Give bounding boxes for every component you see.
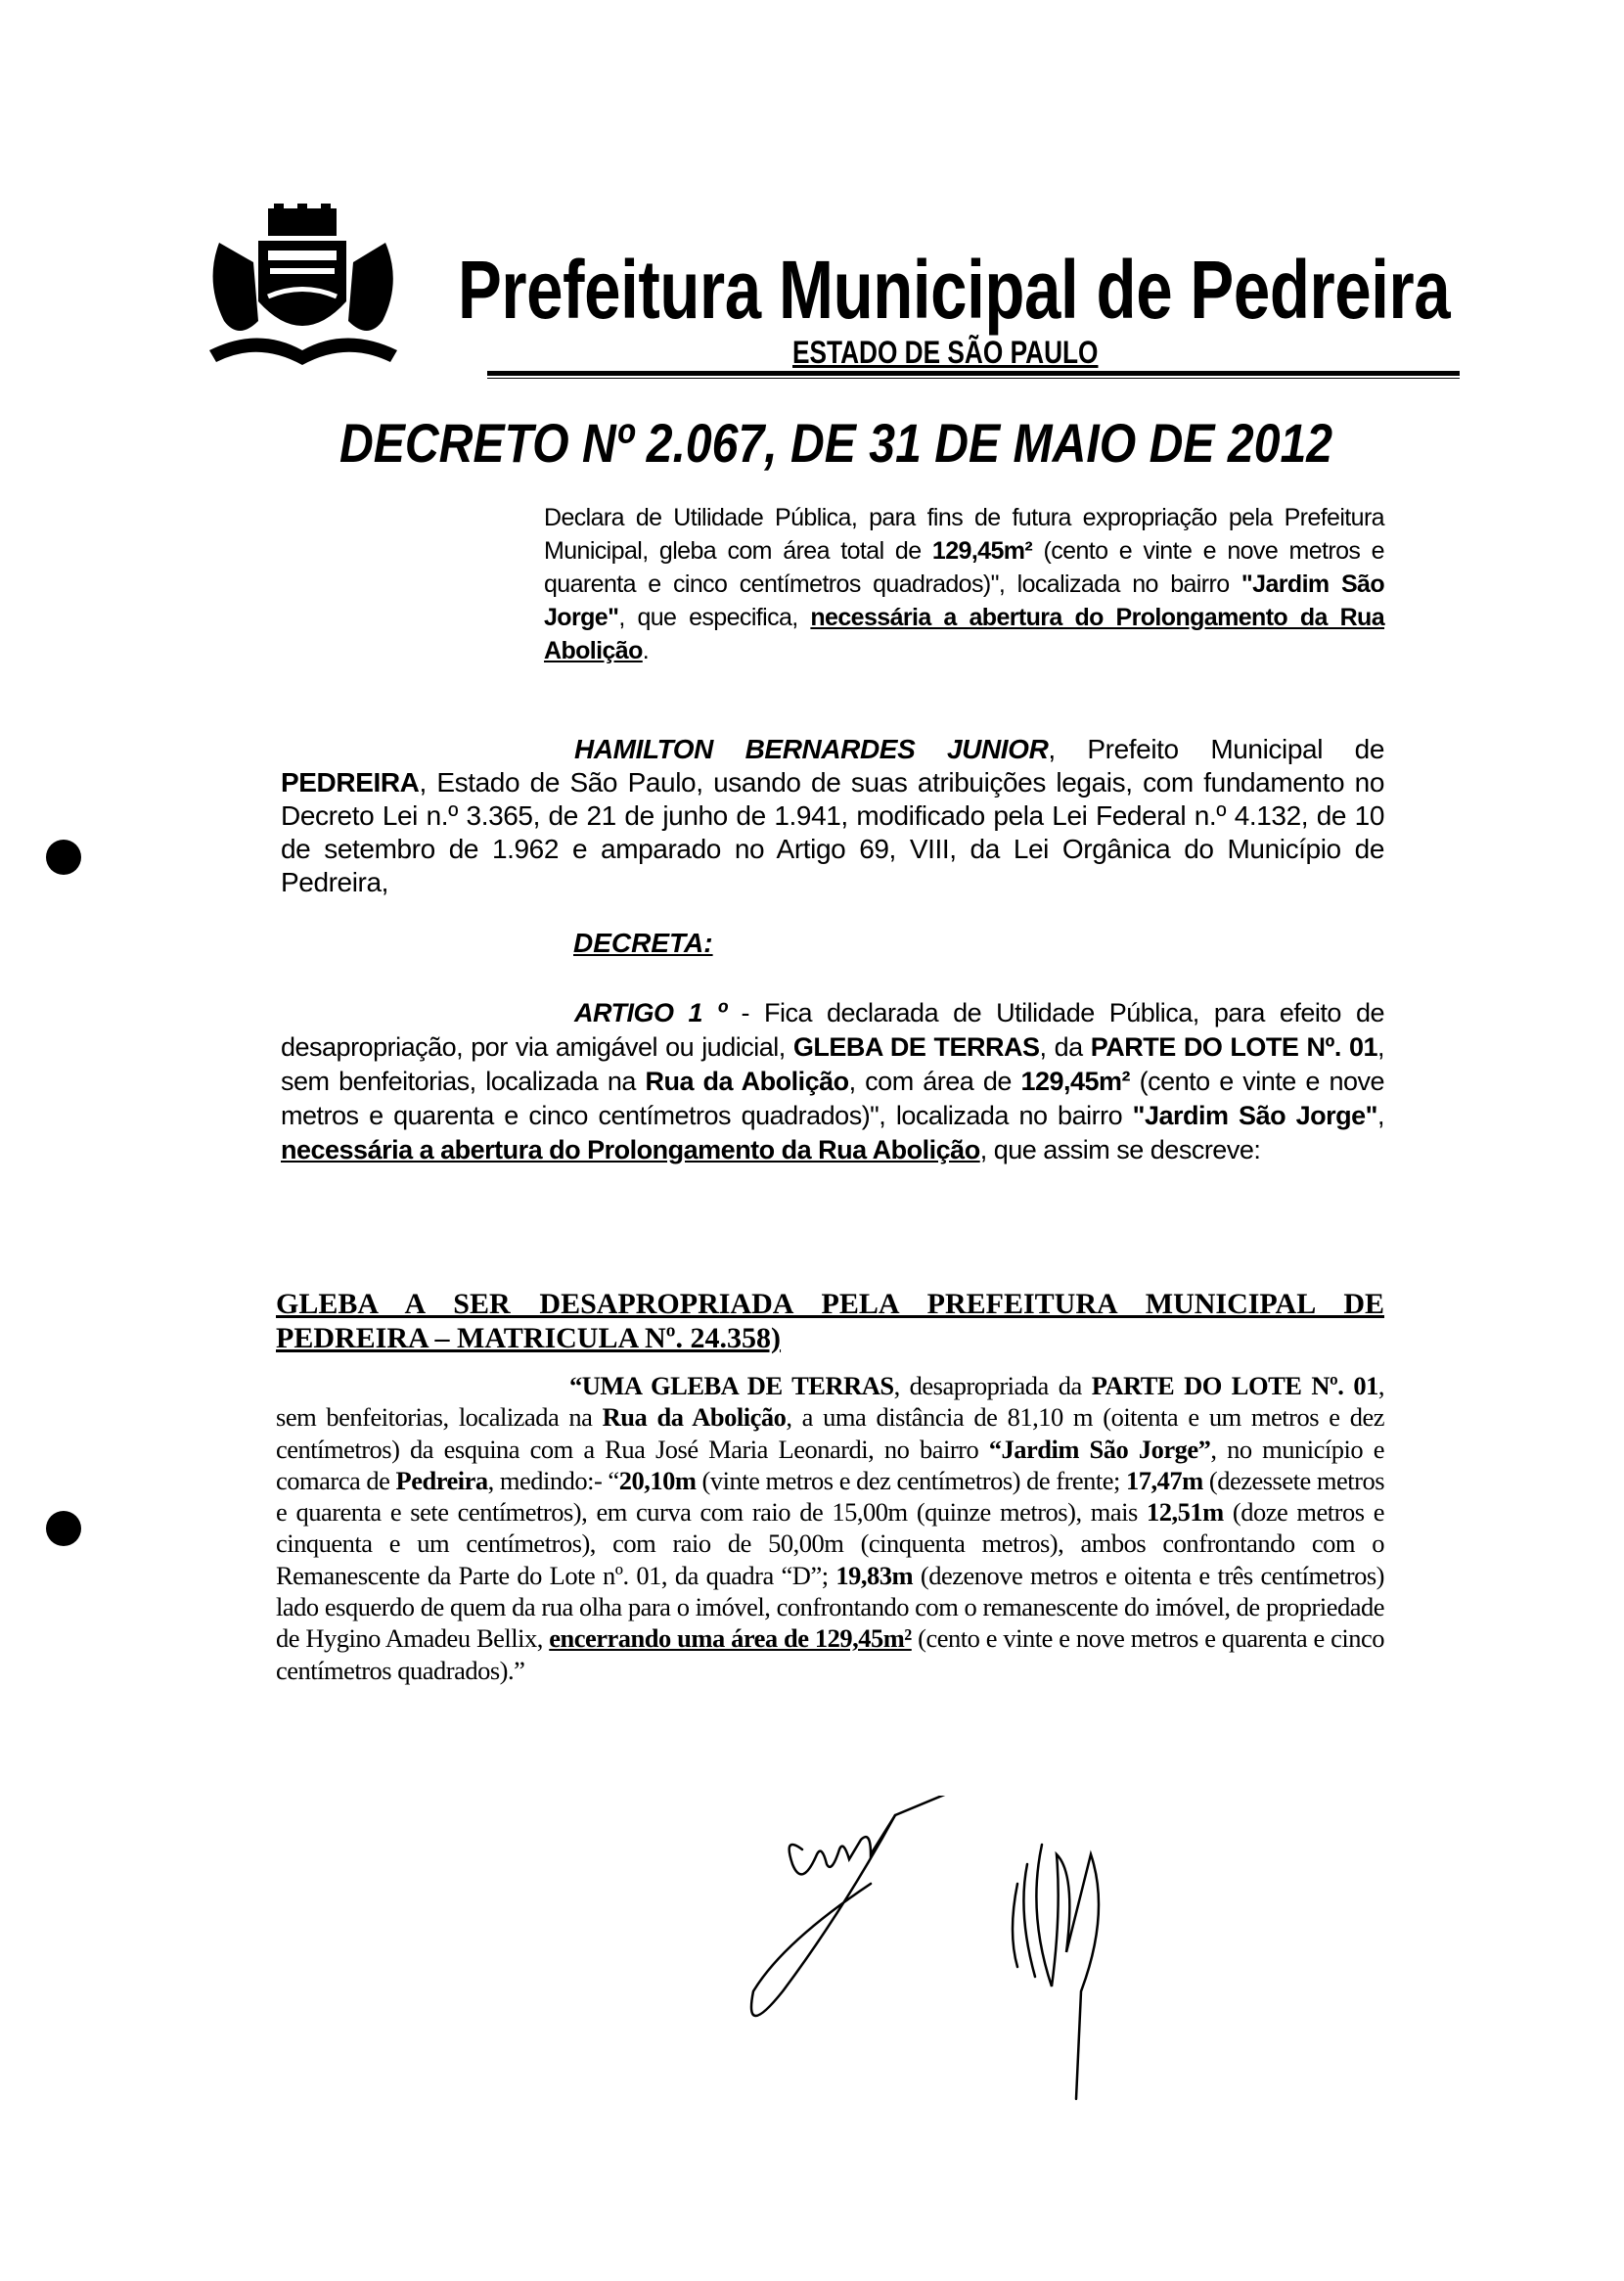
binder-hole-mark (46, 1511, 81, 1546)
text-segment: (doze metros e cinquenta e um centímetros), com raio de 50,00m (cinquenta metros), ambos confrontando com o Remanescente da Parte do Lote nº. 01, da quadra “D”; (276, 1497, 1384, 1590)
decreta-heading: DECRETA: (573, 928, 713, 958)
text-segment: (cento e vinte e nove metros e quarenta e cinco centímetros quadrados)", localizada no bairro (281, 1067, 1384, 1130)
text-segment: , sem benfeitorias, localizada na (281, 1032, 1384, 1096)
text-segment: Declara de Utilidade Pública, para fins de futura expropriação pela Prefeitura Municipal, gleba com área total de (544, 504, 1384, 565)
gleba-description (276, 1370, 1384, 1686)
municipality-title: Prefeitura Municipal de Pedreira (458, 244, 1451, 336)
emphasized-text: Rua da Abolição (645, 1067, 849, 1096)
municipal-seal-logo (200, 204, 407, 372)
emphasized-text: necessária a abertura do Prolongamento da Rua Abolição (281, 1135, 980, 1164)
text-segment: , medindo:- “ (487, 1465, 619, 1495)
emphasized-text: PARTE DO LOTE Nº. 01 (1091, 1371, 1378, 1400)
emphasized-text: Pedreira (395, 1465, 488, 1495)
text-segment: , sem benfeitorias, localizada na (276, 1371, 1384, 1433)
emphasized-text: encerrando uma área de 129,45m² (549, 1623, 912, 1654)
emphasized-text: PEDREIRA (281, 767, 420, 798)
text-segment: . (642, 637, 650, 664)
text-segment: , no município e comarca de (276, 1434, 1384, 1495)
emphasized-text: 19,83m (835, 1560, 914, 1590)
text-segment: , a uma distância de 81,10 m (oitenta e um metros e dez centímetros) da esquina com a Rua José Maria Leonardi, no bairro (276, 1402, 1385, 1464)
header-rule (487, 371, 1460, 376)
gleba-heading: GLEBA A SER DESAPROPRIADA PELA PREFEITURA MUNICIPAL DE PEDREIRA – MATRICULA Nº. 24.358) (276, 1288, 1384, 1354)
emphasized-text: 17,47m (1126, 1465, 1203, 1495)
emphasized-text: HAMILTON BERNARDES JUNIOR (574, 734, 1049, 764)
emphasized-text: 129,45m² (1020, 1067, 1131, 1096)
emphasized-text: “Jardim São Jorge” (988, 1434, 1211, 1464)
text-segment: , com área de (848, 1067, 1021, 1096)
state-subtitle: ESTADO DE SÃO PAULO (792, 335, 1099, 370)
text-segment: , Prefeito Municipal de (1048, 734, 1384, 764)
text-segment: (dezenove metros e oitenta e três centímetros) lado esquerdo de quem da rua olha para o imóvel, confrontando com o remanescente do imóvel, de propriedade de Hygino Amadeu Bellix, (276, 1560, 1384, 1654)
text-segment: , da (1039, 1032, 1091, 1062)
text-segment: (cento e vinte e nove metros e quarenta e cinco centímetros quadrados).” (276, 1623, 1384, 1685)
emphasized-text: 20,10m (618, 1465, 697, 1495)
emphasized-text: "Jardim São Jorge" (1132, 1101, 1377, 1130)
text-segment: , Estado de São Paulo, usando de suas atribuições legais, com fundamento no Decreto Lei n.º 3.365, de 21 de junho de 1.941, modificado pela Lei Federal n.º 4.132, de 10 de setembro de 1.962 e amparado no Artigo 69, VIII, da Lei Orgânica do Município de Pedreira, (281, 767, 1384, 897)
emphasized-text: 129,45m² (931, 537, 1033, 565)
header-rule-thin (487, 378, 1460, 379)
article-1 (281, 996, 1384, 1167)
emphasized-text: "Jardim São Jorge" (544, 570, 1384, 631)
signatures (724, 1796, 1164, 2109)
decree-abstract (544, 501, 1384, 667)
text-segment: (cento e vinte e nove metros e quarenta e cinco centímetros quadrados)", localizada no bairro (544, 537, 1384, 598)
emphasized-text: “UMA GLEBA DE TERRAS (569, 1371, 894, 1400)
text-segment: , que assim se descreve: (979, 1135, 1261, 1164)
text-segment: , (1376, 1101, 1384, 1130)
emphasized-text: 12,51m (1147, 1497, 1224, 1528)
binder-hole-mark (46, 840, 81, 875)
text-segment: , desapropriada da (893, 1371, 1092, 1400)
emphasized-text: GLEBA DE TERRAS (792, 1032, 1040, 1062)
text-segment: (vinte metros e dez centímetros) de frente; (696, 1465, 1127, 1495)
decree-title: DECRETO Nº 2.067, DE 31 DE MAIO DE 2012 (339, 412, 1333, 474)
text-segment: (dezessete metros e quarenta e sete centímetros), em curva com raio de 15,00m (quinze metros), mais (276, 1465, 1385, 1528)
emphasized-text: ARTIGO 1 º (574, 998, 727, 1027)
emphasized-text: PARTE DO LOTE Nº. 01 (1090, 1032, 1377, 1062)
emphasized-text: necessária a abertura do Prolongamento da Rua Abolição (544, 604, 1385, 664)
decree-preamble (281, 733, 1384, 899)
emphasized-text: Rua da Abolição (602, 1402, 787, 1433)
text-segment: - Fica declarada de Utilidade Pública, para efeito de desapropriação, por via amigável ou judicial, (281, 998, 1384, 1062)
text-segment: , que especifica, (618, 604, 811, 631)
